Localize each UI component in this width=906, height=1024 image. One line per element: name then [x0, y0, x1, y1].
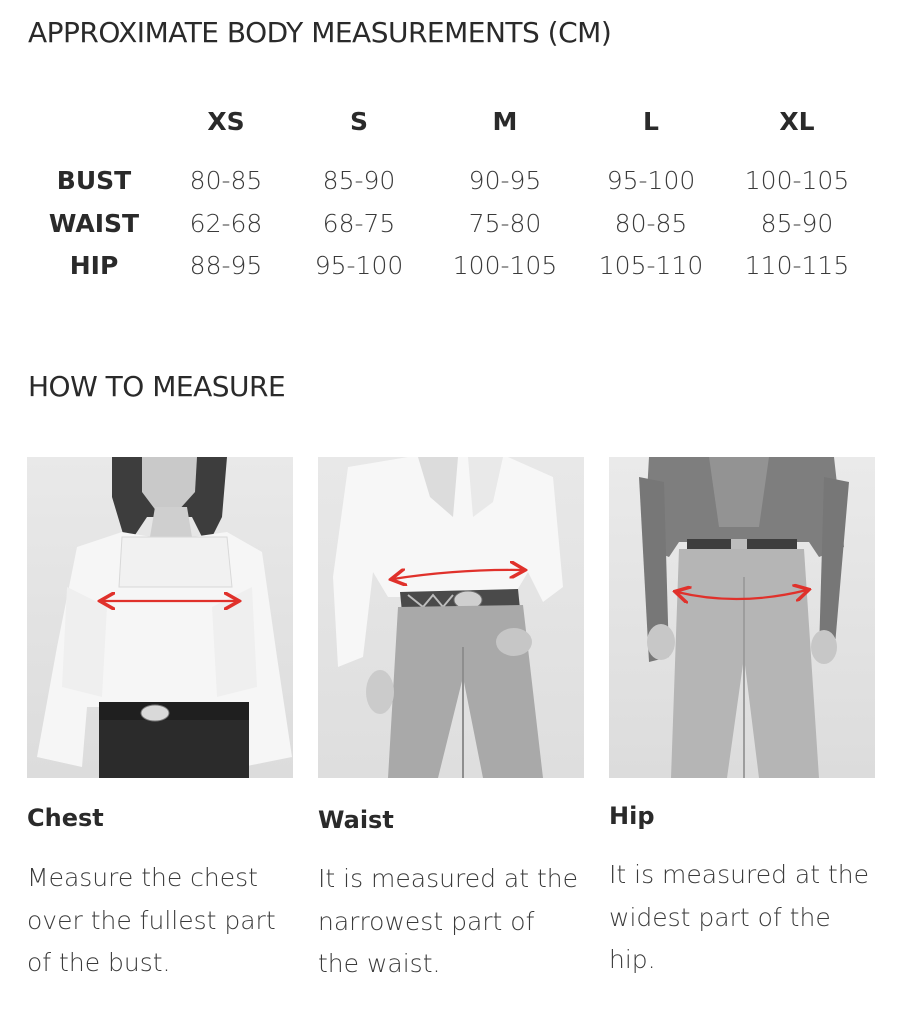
table-cell: 110-115 — [744, 251, 850, 280]
desc-line: the waist. — [318, 949, 441, 978]
table-cell: 105-110 — [598, 251, 704, 280]
table-cell: 95-100 — [314, 251, 404, 280]
desc-line: hip. — [609, 945, 656, 974]
hip-photo — [609, 457, 875, 778]
measure-card-waist — [318, 457, 584, 997]
waist-description — [318, 858, 598, 986]
chest-photo — [27, 457, 293, 778]
desc-line: of the bust. — [27, 948, 171, 977]
table-cell: 90-95 — [468, 166, 542, 195]
desc-line: It is measured at the — [609, 860, 869, 889]
desc-line: It is measured at the — [318, 864, 578, 893]
size-header-xs: XS — [207, 107, 245, 136]
hip-description — [609, 854, 889, 982]
measure-card-chest — [27, 457, 293, 997]
desc-line: widest part of the — [609, 902, 831, 932]
chest-description — [27, 857, 307, 985]
table-cell: 62-68 — [189, 209, 263, 238]
table-cell: 100-105 — [452, 251, 558, 280]
size-chart-title: APPROXIMATE BODY MEASUREMENTS (CM) — [28, 16, 612, 49]
size-header-m: M — [492, 107, 518, 136]
size-chart-table — [0, 0, 906, 300]
row-label-bust: BUST — [56, 166, 132, 195]
table-cell: 100-105 — [744, 166, 850, 195]
table-cell: 80-85 — [189, 166, 263, 195]
size-header-xl: XL — [779, 107, 815, 136]
table-cell: 75-80 — [468, 209, 542, 238]
waist-photo — [318, 457, 584, 778]
table-cell: 85-90 — [322, 166, 396, 195]
table-cell: 88-95 — [189, 251, 263, 280]
table-cell: 80-85 — [614, 209, 688, 238]
chest-title: Chest — [27, 804, 104, 832]
size-header-s: S — [349, 107, 369, 136]
measure-card-hip — [609, 457, 875, 997]
row-label-waist: WAIST — [48, 209, 140, 238]
table-cell: 68-75 — [322, 209, 396, 238]
desc-line: narrowest part of — [318, 906, 535, 936]
size-header-l: L — [643, 107, 659, 136]
table-cell: 85-90 — [760, 209, 834, 238]
waist-title: Waist — [318, 806, 394, 834]
how-to-measure-title: HOW TO MEASURE — [28, 370, 286, 403]
desc-line: over the fullest part — [27, 905, 276, 935]
hip-title: Hip — [609, 802, 655, 830]
table-cell: 95-100 — [606, 166, 696, 195]
row-label-hip: HIP — [69, 251, 119, 280]
desc-line: Measure the chest — [27, 863, 258, 892]
